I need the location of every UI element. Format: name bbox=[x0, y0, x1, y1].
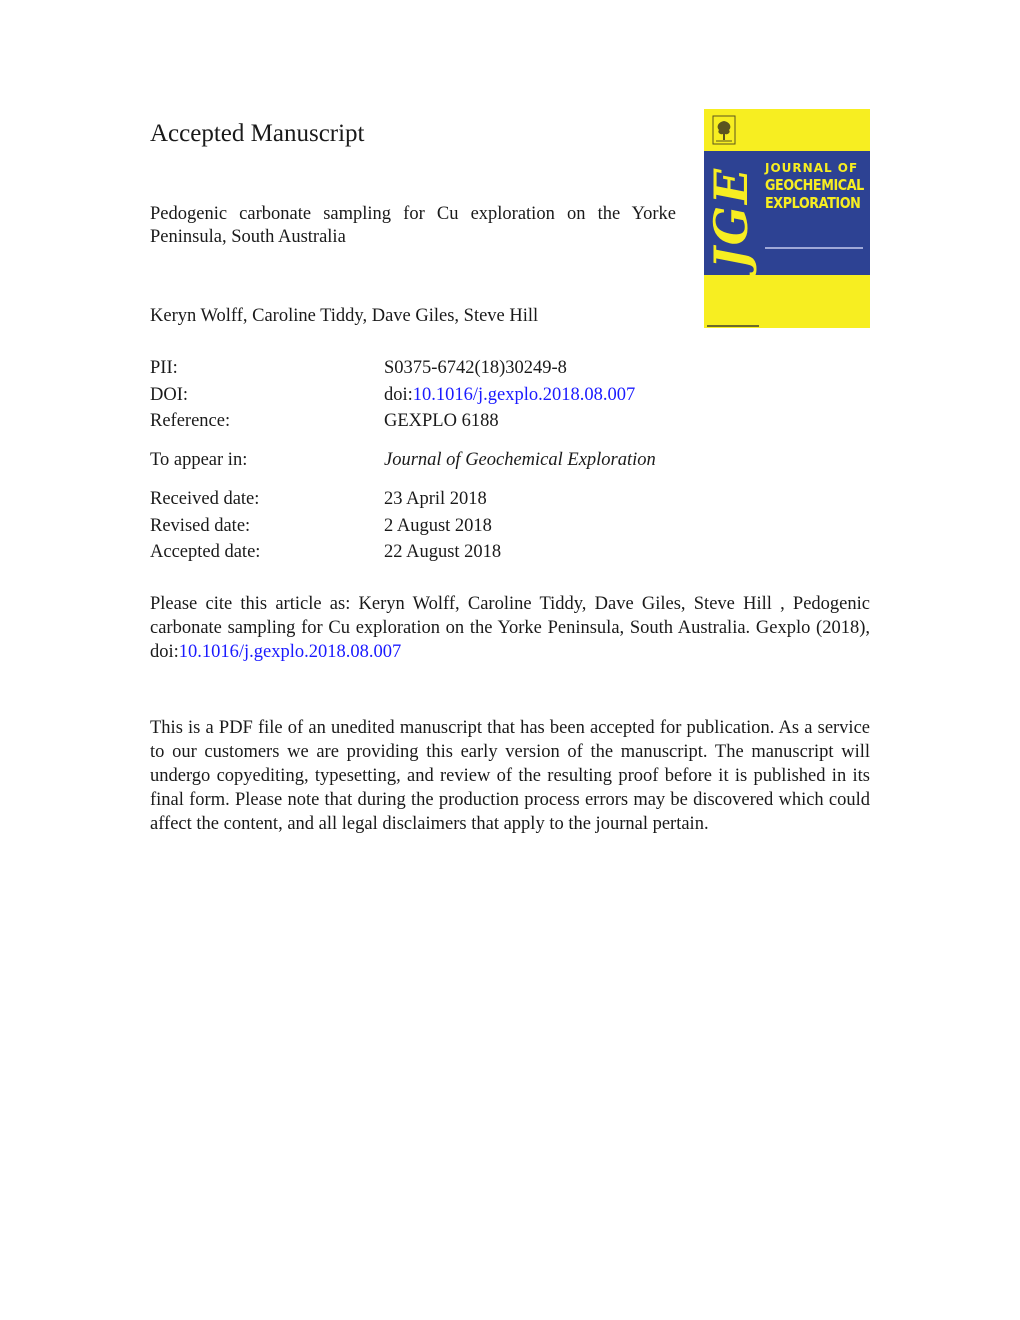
doi-value bbox=[384, 383, 635, 407]
pii-value: S0375-6742(18)30249-8 bbox=[384, 358, 567, 378]
received-label: Received date: bbox=[150, 489, 260, 509]
cover-journal-name bbox=[765, 161, 869, 212]
cover-subtitle-rule bbox=[765, 247, 863, 249]
cover-abbreviation bbox=[706, 161, 756, 275]
citation-text: Please cite this article as: Keryn Wolff, Caroline Tiddy, Dave Giles, Steve Hill , Pedogenic carbonate sampling for Cu exploration on the Yorke Peninsula, South Australia. Gexplo (2018), doi: bbox=[150, 594, 870, 662]
citation-paragraph bbox=[150, 592, 870, 664]
cover-journal-line-1: JOURNAL OF bbox=[765, 161, 859, 175]
doi-link[interactable]: 10.1016/j.gexplo.2018.08.007 bbox=[412, 385, 636, 405]
accepted-label: Accepted date: bbox=[150, 542, 261, 562]
cover-journal-line-3: EXPLORATION bbox=[765, 194, 861, 212]
appear-value: Journal of Geochemical Exploration bbox=[384, 450, 656, 470]
page-heading: Accepted Manuscript bbox=[150, 120, 365, 147]
doi-label: DOI: bbox=[150, 385, 189, 405]
received-value: 23 April 2018 bbox=[384, 489, 487, 509]
cover-journal-line-2: GEOCHEMICAL bbox=[765, 176, 864, 194]
elsevier-tree-icon bbox=[712, 115, 736, 145]
revised-label: Revised date: bbox=[150, 516, 251, 536]
reference-label: Reference: bbox=[150, 411, 231, 431]
citation-doi-link[interactable]: 10.1016/j.gexplo.2018.08.007 bbox=[178, 642, 402, 662]
article-title: Pedogenic carbonate sampling for Cu exploration on the Yorke Peninsula, South Australia bbox=[150, 204, 676, 247]
revised-value: 2 August 2018 bbox=[384, 516, 492, 536]
appear-label: To appear in: bbox=[150, 450, 248, 470]
reference-value: GEXPLO 6188 bbox=[384, 411, 499, 431]
accepted-value: 22 August 2018 bbox=[384, 542, 502, 562]
manuscript-notice: This is a PDF file of an unedited manuscript that has been accepted for publication. As a service to our customers we are providing this early version of the manuscript. The manuscript will undergo copyediting, typesetting, and review of the resulting proof before it is published in its final form. Please note that during the production process errors may be discovered which could affect the content, and all legal disclaimers that apply to the journal pertain. bbox=[150, 718, 870, 834]
cover-bottom-rule bbox=[707, 325, 759, 327]
article-authors: Keryn Wolff, Caroline Tiddy, Dave Giles, Steve Hill bbox=[150, 306, 539, 326]
journal-cover bbox=[704, 109, 870, 328]
cover-abbreviation-text: JGE bbox=[704, 166, 758, 270]
doi-prefix: doi: bbox=[384, 385, 413, 405]
pii-label: PII: bbox=[150, 358, 178, 378]
